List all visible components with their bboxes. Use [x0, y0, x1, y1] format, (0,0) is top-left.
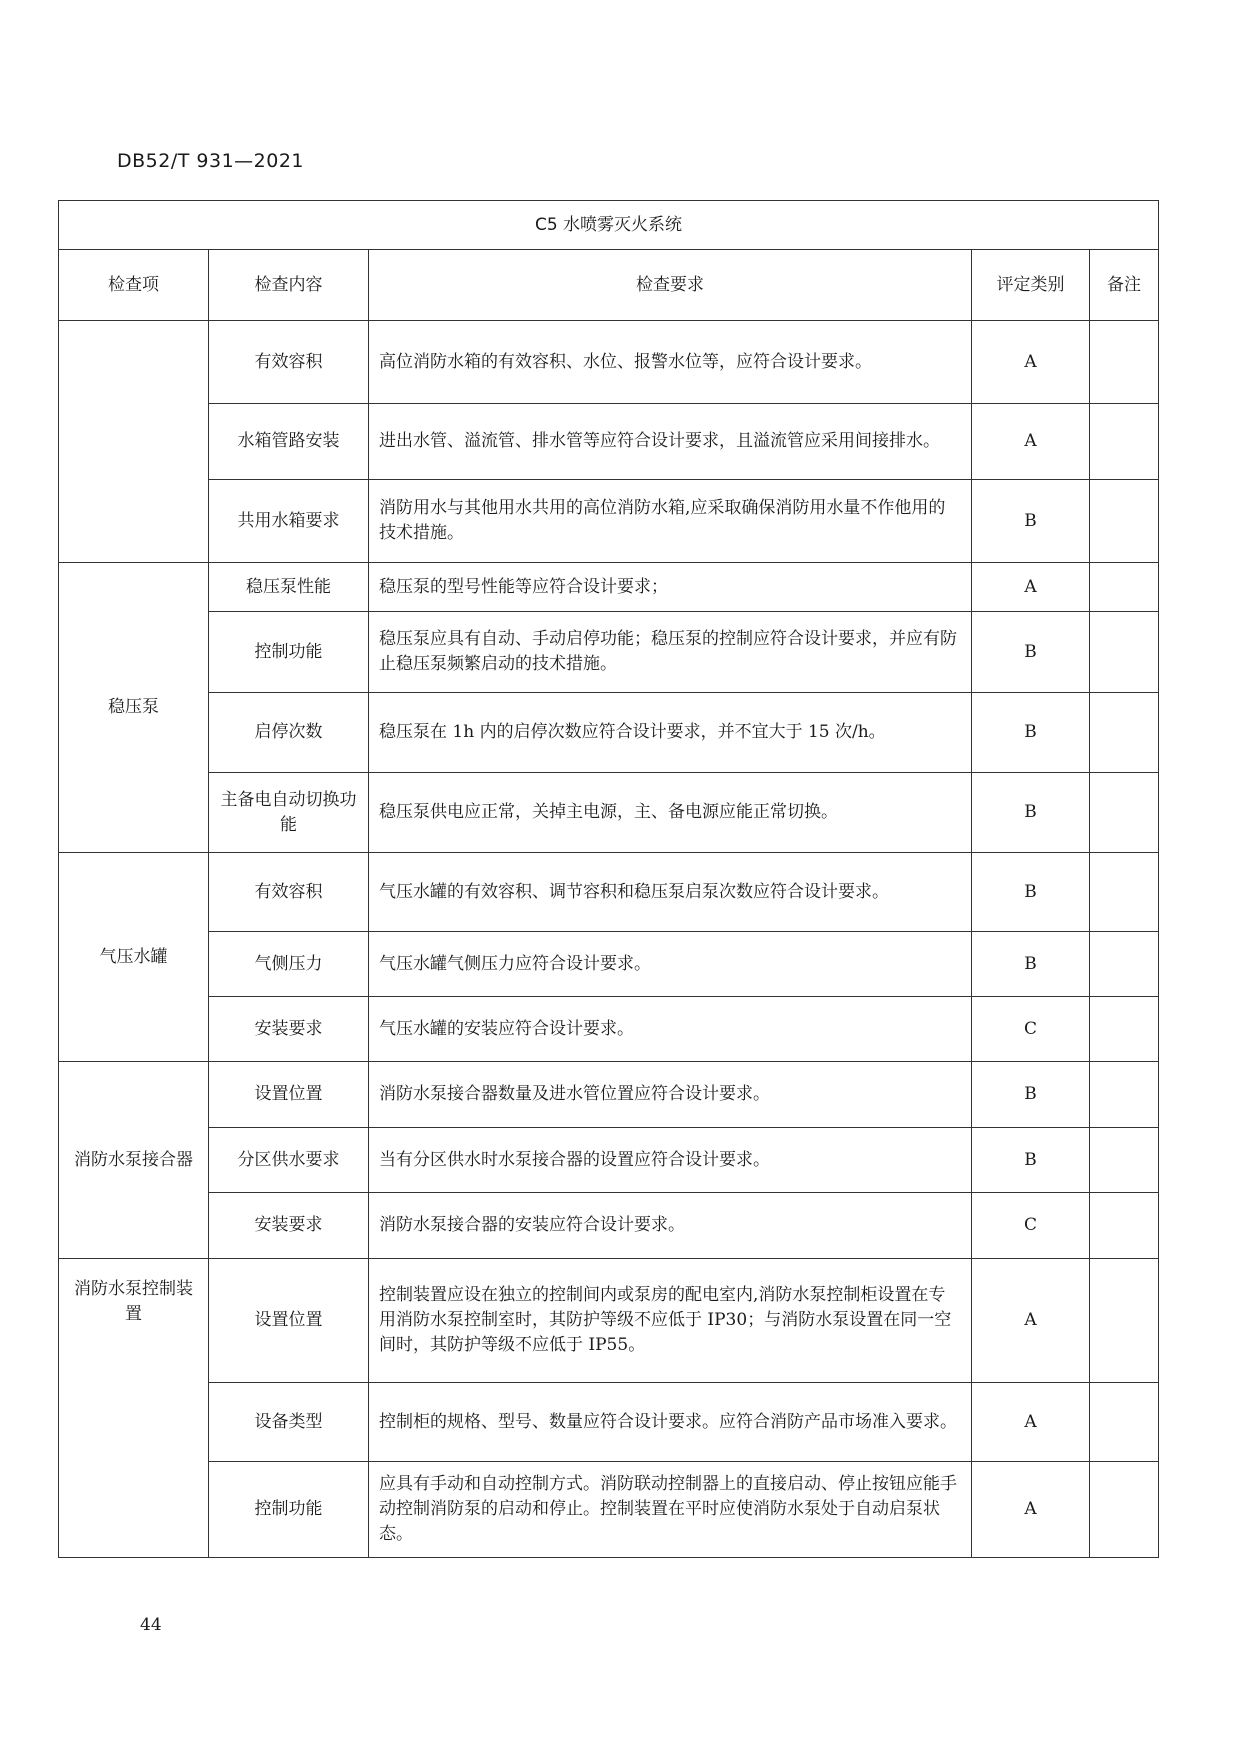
- content-cell: 设置位置: [209, 1259, 369, 1383]
- table-title: C5 水喷雾灭火系统: [59, 201, 1159, 250]
- table-row: [59, 612, 1159, 693]
- table-header-row: [59, 250, 1159, 321]
- requirement-cell: 稳压泵供电应正常，关掉主电源，主、备电源应能正常切换。: [369, 773, 972, 853]
- note-cell: [1090, 563, 1159, 612]
- content-cell: 安装要求: [209, 1193, 369, 1259]
- note-cell: [1090, 773, 1159, 853]
- requirement-cell: 消防水泵接合器数量及进水管位置应符合设计要求。: [369, 1062, 972, 1128]
- note-cell: [1090, 404, 1159, 480]
- content-cell: 稳压泵性能: [209, 563, 369, 612]
- table-row: [59, 480, 1159, 563]
- requirement-cell: 稳压泵应具有自动、手动启停功能；稳压泵的控制应符合设计要求，并应有防止稳压泵频繁启动的技术措施。: [369, 612, 972, 693]
- requirement-cell: 应具有手动和自动控制方式。消防联动控制器上的直接启动、停止按钮应能手动控制消防泵的启动和停止。控制装置在平时应使消防水泵处于自动启泵状态。: [369, 1462, 972, 1558]
- item-cell: 消防水泵接合器: [59, 1062, 209, 1259]
- note-cell: [1090, 1462, 1159, 1558]
- content-cell: 有效容积: [209, 321, 369, 404]
- category-cell: B: [972, 480, 1090, 563]
- table-row: [59, 1259, 1159, 1383]
- category-cell: A: [972, 404, 1090, 480]
- category-cell: B: [972, 612, 1090, 693]
- table-row: [59, 693, 1159, 773]
- column-header: 评定类别: [972, 250, 1090, 321]
- category-cell: C: [972, 997, 1090, 1062]
- table-row: [59, 932, 1159, 997]
- note-cell: [1090, 853, 1159, 932]
- note-cell: [1090, 1062, 1159, 1128]
- table-row: [59, 1193, 1159, 1259]
- table-row: [59, 1462, 1159, 1558]
- content-cell: 启停次数: [209, 693, 369, 773]
- note-cell: [1090, 693, 1159, 773]
- table-row: [59, 1383, 1159, 1462]
- table-row: [59, 853, 1159, 932]
- content-cell: 共用水箱要求: [209, 480, 369, 563]
- note-cell: [1090, 1128, 1159, 1193]
- table-row: [59, 404, 1159, 480]
- content-cell: 控制功能: [209, 612, 369, 693]
- requirement-cell: 消防用水与其他用水共用的高位消防水箱,应采取确保消防用水量不作他用的技术措施。: [369, 480, 972, 563]
- requirement-cell: 控制装置应设在独立的控制间内或泵房的配电室内,消防水泵控制柜设置在专用消防水泵控制室时，其防护等级不应低于 IP30；与消防水泵设置在同一空间时，其防护等级不应低于 IP55。: [369, 1259, 972, 1383]
- content-cell: 气侧压力: [209, 932, 369, 997]
- category-cell: B: [972, 1128, 1090, 1193]
- content-cell: 控制功能: [209, 1462, 369, 1558]
- content-cell: 设备类型: [209, 1383, 369, 1462]
- category-cell: B: [972, 773, 1090, 853]
- category-cell: A: [972, 1462, 1090, 1558]
- table-row: [59, 563, 1159, 612]
- note-cell: [1090, 932, 1159, 997]
- requirement-cell: 消防水泵接合器的安装应符合设计要求。: [369, 1193, 972, 1259]
- content-cell: 安装要求: [209, 997, 369, 1062]
- requirement-cell: 高位消防水箱的有效容积、水位、报警水位等，应符合设计要求。: [369, 321, 972, 404]
- note-cell: [1090, 1259, 1159, 1383]
- document-code: DB52/T 931—2021: [117, 150, 305, 172]
- content-cell: 主备电自动切换功能: [209, 773, 369, 853]
- category-cell: B: [972, 853, 1090, 932]
- category-cell: B: [972, 932, 1090, 997]
- note-cell: [1090, 1383, 1159, 1462]
- content-cell: 有效容积: [209, 853, 369, 932]
- column-header: 检查项: [59, 250, 209, 321]
- note-cell: [1090, 612, 1159, 693]
- column-header: 备注: [1090, 250, 1159, 321]
- table-row: [59, 1128, 1159, 1193]
- column-header: 检查内容: [209, 250, 369, 321]
- requirement-cell: 气压水罐气侧压力应符合设计要求。: [369, 932, 972, 997]
- item-cell: 稳压泵: [59, 563, 209, 853]
- requirement-cell: 气压水罐的安装应符合设计要求。: [369, 997, 972, 1062]
- category-cell: A: [972, 321, 1090, 404]
- table-row: [59, 1062, 1159, 1128]
- note-cell: [1090, 1193, 1159, 1259]
- page-number: 44: [140, 1615, 162, 1635]
- table-row: [59, 321, 1159, 404]
- category-cell: B: [972, 1062, 1090, 1128]
- content-cell: 分区供水要求: [209, 1128, 369, 1193]
- requirement-cell: 进出水管、溢流管、排水管等应符合设计要求，且溢流管应采用间接排水。: [369, 404, 972, 480]
- item-cell: 消防水泵控制装置: [59, 1259, 209, 1558]
- note-cell: [1090, 480, 1159, 563]
- column-header: 检查要求: [369, 250, 972, 321]
- requirement-cell: 稳压泵在 1h 内的启停次数应符合设计要求，并不宜大于 15 次/h。: [369, 693, 972, 773]
- content-cell: 设置位置: [209, 1062, 369, 1128]
- content-cell: 水箱管路安装: [209, 404, 369, 480]
- category-cell: B: [972, 693, 1090, 773]
- table-row: [59, 997, 1159, 1062]
- table-row: [59, 773, 1159, 853]
- note-cell: [1090, 997, 1159, 1062]
- category-cell: A: [972, 1259, 1090, 1383]
- requirement-cell: 当有分区供水时水泵接合器的设置应符合设计要求。: [369, 1128, 972, 1193]
- category-cell: C: [972, 1193, 1090, 1259]
- note-cell: [1090, 321, 1159, 404]
- requirement-cell: 控制柜的规格、型号、数量应符合设计要求。应符合消防产品市场准入要求。: [369, 1383, 972, 1462]
- inspection-table: [58, 200, 1159, 1558]
- item-cell: [59, 321, 209, 563]
- table-title-row: [59, 201, 1159, 250]
- category-cell: A: [972, 563, 1090, 612]
- requirement-cell: 气压水罐的有效容积、调节容积和稳压泵启泵次数应符合设计要求。: [369, 853, 972, 932]
- requirement-cell: 稳压泵的型号性能等应符合设计要求；: [369, 563, 972, 612]
- category-cell: A: [972, 1383, 1090, 1462]
- item-cell: 气压水罐: [59, 853, 209, 1062]
